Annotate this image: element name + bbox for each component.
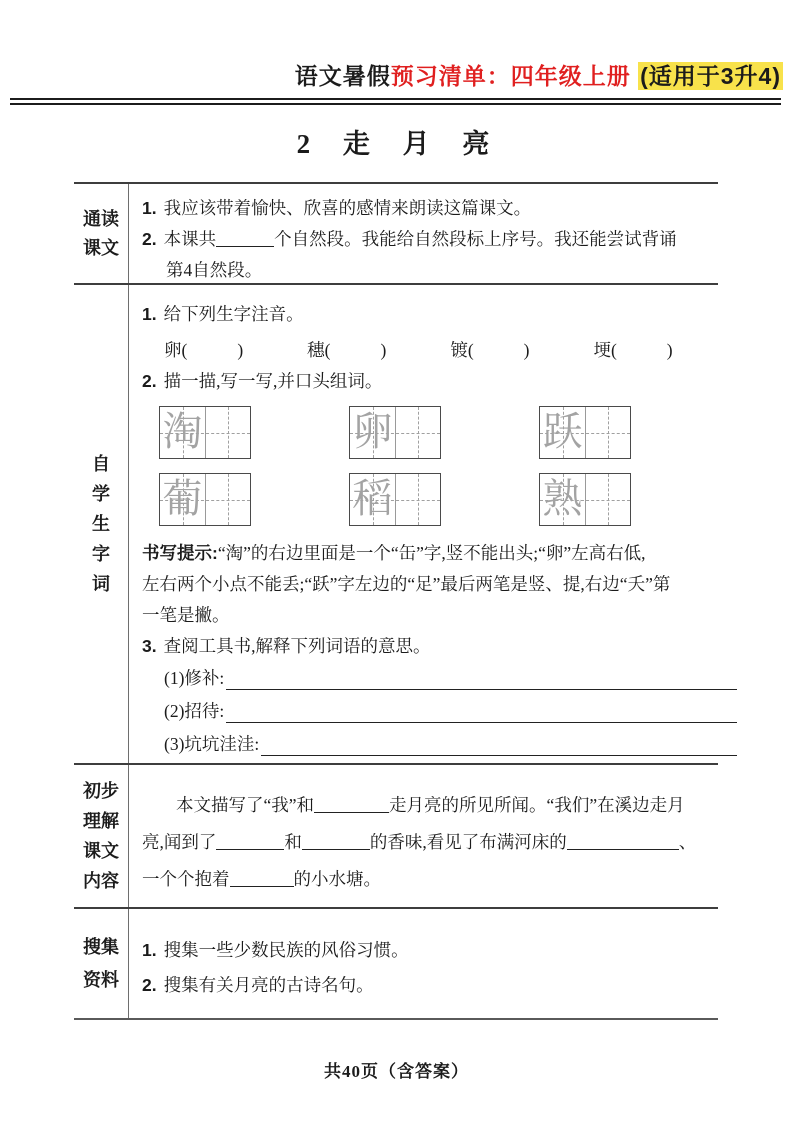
- writing-grid: [159, 473, 251, 526]
- grid-divider: [395, 474, 396, 525]
- list-item: [142, 631, 737, 662]
- target-char: 卵: [164, 340, 182, 360]
- trace-char: 卵: [352, 408, 393, 454]
- definition-label: (3)坑坑洼洼:: [164, 734, 260, 754]
- paren-open: (: [467, 340, 474, 360]
- summary-line: [142, 861, 716, 898]
- label-line: 初步: [83, 781, 119, 801]
- header-double-rule: [10, 98, 781, 105]
- trace-char: 淘: [162, 408, 203, 454]
- writing-grid-row: [159, 406, 737, 459]
- tip-label: 书写提示:: [142, 543, 218, 563]
- trace-char: 熟: [542, 475, 583, 521]
- list-item: [142, 224, 716, 255]
- row-label-comprehension: [74, 765, 129, 907]
- pinyin-exercise-line: [164, 335, 737, 366]
- label-line: 课文: [83, 237, 119, 258]
- summary-text: 、: [678, 832, 697, 852]
- table-row-self-study-words: [74, 283, 718, 763]
- definition-line: [164, 728, 737, 761]
- label-line: 理解: [83, 811, 119, 831]
- table-row-collect-materials: [74, 907, 718, 1018]
- label-line: 内容: [83, 871, 119, 891]
- fill-blank: [226, 689, 736, 690]
- paren-open: (: [610, 340, 617, 360]
- writing-grid: [349, 406, 441, 459]
- tip-text: “淘”的右边里面是一个“缶”字,竖不能出头;“卵”左高右低,: [217, 543, 646, 563]
- tip-line: 左右两个小点不能丢;“跃”字左边的“足”最后两笔是竖、提,右边“夭”第: [142, 574, 671, 594]
- grid-divider: [585, 474, 586, 525]
- summary-text: 的香味,看见了布满河床的: [369, 832, 567, 852]
- grid-divider: [205, 474, 206, 525]
- tip-line: 一笔是撇。: [142, 605, 230, 625]
- grid-divider: [395, 407, 396, 458]
- item-text: 描一描,写一写,并口头组词。: [163, 371, 383, 391]
- item-number: 1.: [142, 304, 157, 324]
- row-label-collect: [74, 909, 129, 1018]
- paren-close: ): [237, 340, 244, 360]
- row-content: [129, 285, 739, 763]
- item-number: 2.: [142, 975, 157, 995]
- item-number: 1.: [142, 940, 157, 960]
- row-label-read-aloud: [74, 184, 129, 283]
- pinyin-item: [450, 335, 529, 366]
- label-line: 课文: [83, 841, 119, 861]
- summary-text: 亮,闻到了: [142, 832, 217, 852]
- header-series: 预习清单：四年级上册: [390, 63, 631, 89]
- list-item: [142, 366, 737, 397]
- writing-grid: [539, 406, 631, 459]
- list-item: [142, 299, 737, 330]
- label-line: 通读: [83, 208, 119, 229]
- definition-line: [164, 695, 737, 728]
- row-content: [129, 909, 718, 1018]
- writing-grid: [159, 406, 251, 459]
- item-number: 2.: [142, 371, 157, 391]
- item-number: 3.: [142, 636, 157, 656]
- fill-blank: [302, 835, 370, 850]
- lesson-title: 2 走 月 亮: [296, 129, 497, 159]
- row-content: [129, 184, 718, 283]
- definition-line: [164, 662, 737, 695]
- list-item: [142, 968, 716, 1003]
- fill-blank: [314, 798, 389, 813]
- grid-divider: [205, 407, 206, 458]
- paren-close: ): [380, 340, 387, 360]
- row-label-self-study: [74, 285, 129, 763]
- pinyin-item: [164, 335, 243, 366]
- target-char: 镀: [450, 340, 468, 360]
- paren-close: ): [666, 340, 673, 360]
- page-header: [295, 58, 783, 91]
- item-text: 搜集一些少数民族的风俗习惯。: [163, 940, 409, 960]
- label-line: 自: [92, 454, 110, 474]
- summary-text: 本文描写了“我”和: [176, 795, 315, 815]
- summary-text: 一个个抱着: [142, 869, 230, 889]
- item-text-continued: 第4自然段。: [166, 260, 263, 280]
- trace-char: 跃: [542, 408, 583, 454]
- item-text: 搜集有关月亮的古诗名句。: [163, 975, 374, 995]
- label-line: 生: [92, 514, 110, 534]
- summary-line: [142, 787, 716, 824]
- label-line: 学: [92, 484, 110, 504]
- trace-char: 葡: [162, 475, 203, 521]
- table-row-comprehension: [74, 763, 718, 907]
- label-line: 资料: [83, 969, 119, 990]
- preview-checklist-table: [74, 182, 718, 1020]
- item-text: 查阅工具书,解释下列词语的意思。: [163, 636, 431, 656]
- fill-blank: [216, 835, 284, 850]
- definition-label: (1)修补:: [164, 668, 225, 688]
- summary-line: [142, 824, 716, 861]
- row-content: [129, 765, 718, 907]
- header-grade-badge: (适用于3升4): [640, 63, 781, 89]
- writing-grid: [349, 473, 441, 526]
- pinyin-item: [307, 335, 386, 366]
- item-text: 本课共: [163, 229, 217, 249]
- summary-text: 走月亮的所见所闻。“我们”在溪边走月: [389, 795, 685, 815]
- grid-divider: [585, 407, 586, 458]
- paren-open: (: [324, 340, 331, 360]
- table-row-read-aloud: [74, 182, 718, 283]
- fill-blank: [567, 835, 679, 850]
- target-char: 穗: [307, 340, 325, 360]
- item-number: 1.: [142, 198, 157, 218]
- fill-blank: [261, 755, 736, 756]
- writing-tip: [142, 538, 737, 631]
- label-line: 字: [92, 544, 110, 564]
- trace-char: 稻: [352, 475, 393, 521]
- fill-blank: [216, 232, 274, 247]
- page-footer: 共40页（含答案）: [324, 1062, 469, 1081]
- paren-close: ): [523, 340, 530, 360]
- list-item: [142, 933, 716, 968]
- summary-text: 的小水塘。: [293, 869, 381, 889]
- paren-open: (: [181, 340, 188, 360]
- list-item: [142, 193, 716, 224]
- writing-grid-row: [159, 473, 737, 526]
- item-text: 我应该带着愉快、欣喜的感情来朗读这篇课文。: [163, 198, 532, 218]
- fill-blank: [226, 722, 736, 723]
- target-char: 埂: [593, 340, 611, 360]
- label-line: 搜集: [83, 936, 119, 957]
- item-number: 2.: [142, 229, 157, 249]
- label-line: 词: [92, 574, 110, 594]
- definition-label: (2)招待:: [164, 701, 225, 721]
- item-text: 给下列生字注音。: [163, 304, 304, 324]
- summary-text: 和: [284, 832, 302, 852]
- pinyin-item: [593, 335, 672, 366]
- item-text: 个自然段。我能给自然段标上序号。我还能尝试背诵: [274, 229, 677, 249]
- tip-line: [142, 538, 737, 569]
- header-subject: 语文暑假: [294, 63, 391, 89]
- fill-blank: [230, 872, 294, 887]
- writing-grid: [539, 473, 631, 526]
